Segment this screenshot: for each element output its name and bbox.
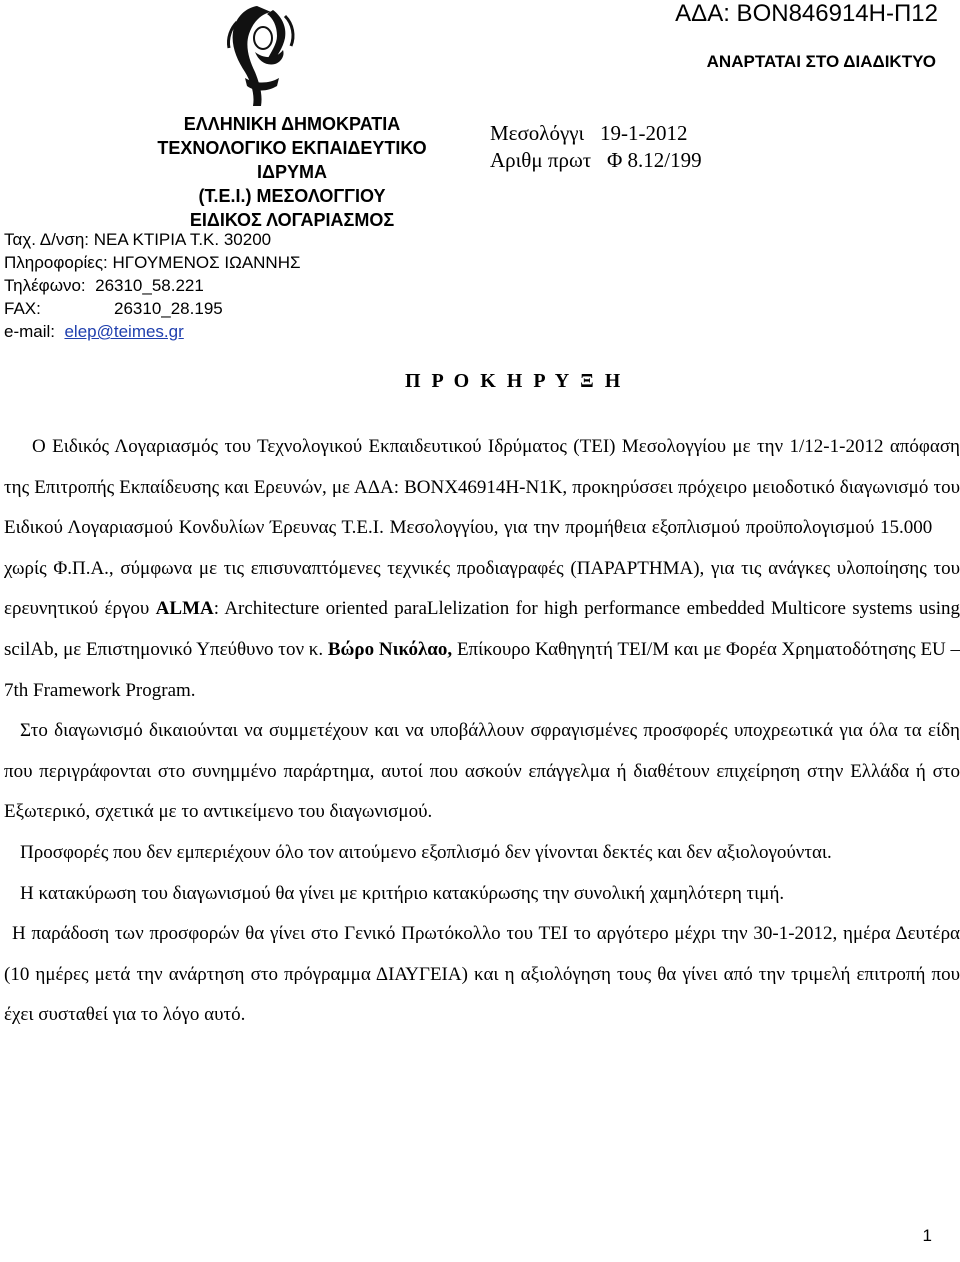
email-label: e-mail: [4, 322, 56, 341]
fax-label: FAX: [4, 299, 41, 318]
contact-info: Πληροφορίες: ΗΓΟΥΜΕΝΟΣ ΙΩΑΝΝΗΣ [4, 253, 301, 272]
protocol-number: Αριθμ πρωτ Φ 8.12/199 [490, 148, 702, 172]
posted-notice: ΑΝΑΡΤΑΤΑΙ ΣΤΟ ΔΙΑΔΙΚΤΥΟ [706, 52, 936, 71]
fax-value: 26310_28.195 [114, 299, 223, 318]
place-date: Μεσολόγγι 19-1-2012 [490, 121, 688, 145]
contact-email [4, 320, 301, 343]
p1-text-c: : Architecture oriented paraLlelization for high performance embedded Multicore systems using scilAb, με Επιστημονικό Υπεύθυνο τον κ. [4, 598, 960, 660]
paragraph-eligibility: Στο διαγωνισμό δικαιούνται να συμμετέχουν και να υποβάλλουν σφραγισμένες προσφορές υποχρεωτικά για όλα τα είδη που περιγράφονται στο συνημμένο παράρτημα, αυτοί που ασκούν επάγγελμα ή διαθέτουν επιχείρηση στην Ελλάδα ή στο Εξωτερικό, σχετικά με το αντικείμενο του διαγωνισμού. [4, 720, 960, 823]
org-line-2: ΤΕΧΝΟΛΟΓΙΚΟ ΕΚΠΑΙΔΕΥΤΙΚΟ ΙΔΡΥΜΑ [157, 138, 427, 182]
contact-phone [4, 274, 301, 297]
phone-value: 26310_58.221 [95, 276, 204, 295]
contact-block [4, 228, 301, 343]
p1-text-a: Ο Ειδικός Λογαριασμός του Τεχνολογικού Εκπαιδευτικού Ιδρύματος (ΤΕΙ) Μεσολογγίου με την 1/12-1-2012 απόφαση της Επιτροπής Εκπαίδευσης και Ερευνών, με ΑΔΑ: ΒΟΝΧ46914Η-Ν1Κ, προκηρύσσει πρόχειρο μειοδοτικό διαγωνισμό του Ειδικού Λογαριασμού Κονδυλίων Έρευνας Τ.Ε.Ι. Μεσολογγίου, για την προμήθεια εξοπλισμού προϋπολογισμού 15.000 [4, 436, 960, 539]
document-title: Π Ρ Ο Κ Η Ρ Υ Ξ Η [405, 370, 624, 392]
paragraph-award: Η κατακύρωση του διαγωνισμού θα γίνει με κριτήριο κατακύρωσης την συνολική χαμηλότερη τιμή. [20, 882, 785, 904]
supervisor-name: Βώρο Νικόλαο, [327, 638, 453, 660]
paragraph-offers: Προσφορές που δεν εμπεριέχουν όλο τον αιτούμενο εξοπλισμό δεν γίνονται δεκτές και δεν αξιολογούνται. [20, 841, 832, 863]
page-number: 1 [922, 1226, 932, 1245]
p1-text-b: χωρίς Φ.Π.Α., σύμφωνα με τις επισυναπτόμενες τεχνικές προδιαγραφές (ΠΑΡΑΡΤΗΜΑ), για τις ανάγκες υλοποίησης του ερευνητικού έργου [4, 557, 960, 620]
org-line-3: (Τ.Ε.Ι.) ΜΕΣΟΛΟΓΓΙΟΥ [198, 186, 386, 206]
email-link[interactable]: elep@teimes.gr [64, 322, 184, 341]
paragraph-announcement [4, 427, 960, 711]
phone-label: Τηλέφωνο: [4, 276, 86, 295]
org-line-4: ΕΙΔΙΚΟΣ ΛΟΓΑΡΙΑΣΜΟΣ [189, 210, 395, 230]
paragraph-delivery: Η παράδοση των προσφορών θα γίνει στο Γενικό Πρωτόκολλο του ΤΕΙ το αργότερο μέχρι την 30-1-2012, ημέρα Δευτέρα (10 ημέρες μετά την ανάρτηση στο πρόγραμμα ΔΙΑΥΓΕΙΑ) και η αξιολόγηση τους θα γίνει από την τριμελή επιτροπή που έχει συσταθεί για το λόγο αυτό. [4, 923, 960, 1026]
contact-fax [4, 297, 301, 320]
p1-text-d: Επίκουρο Καθηγητή ΤΕΙ/Μ και με Φορέα Χρηματοδότησης EU – 7th Framework Program. [4, 638, 960, 701]
contact-address: Ταχ. Δ/νση: ΝΕΑ ΚΤΙΡΙΑ Τ.Κ. 30200 [4, 230, 272, 249]
organization-block [124, 112, 460, 232]
document-meta [490, 120, 702, 174]
org-line-1: ΕΛΛΗΝΙΚΗ ΔΗΜΟΚΡΑΤΙΑ [183, 114, 401, 134]
institution-logo [215, 2, 305, 112]
project-acronym: ALMA [155, 598, 214, 620]
document-body [4, 427, 960, 1036]
ada-code: ΑΔΑ: ΒΟΝ846914Η-Π12 [675, 0, 938, 27]
